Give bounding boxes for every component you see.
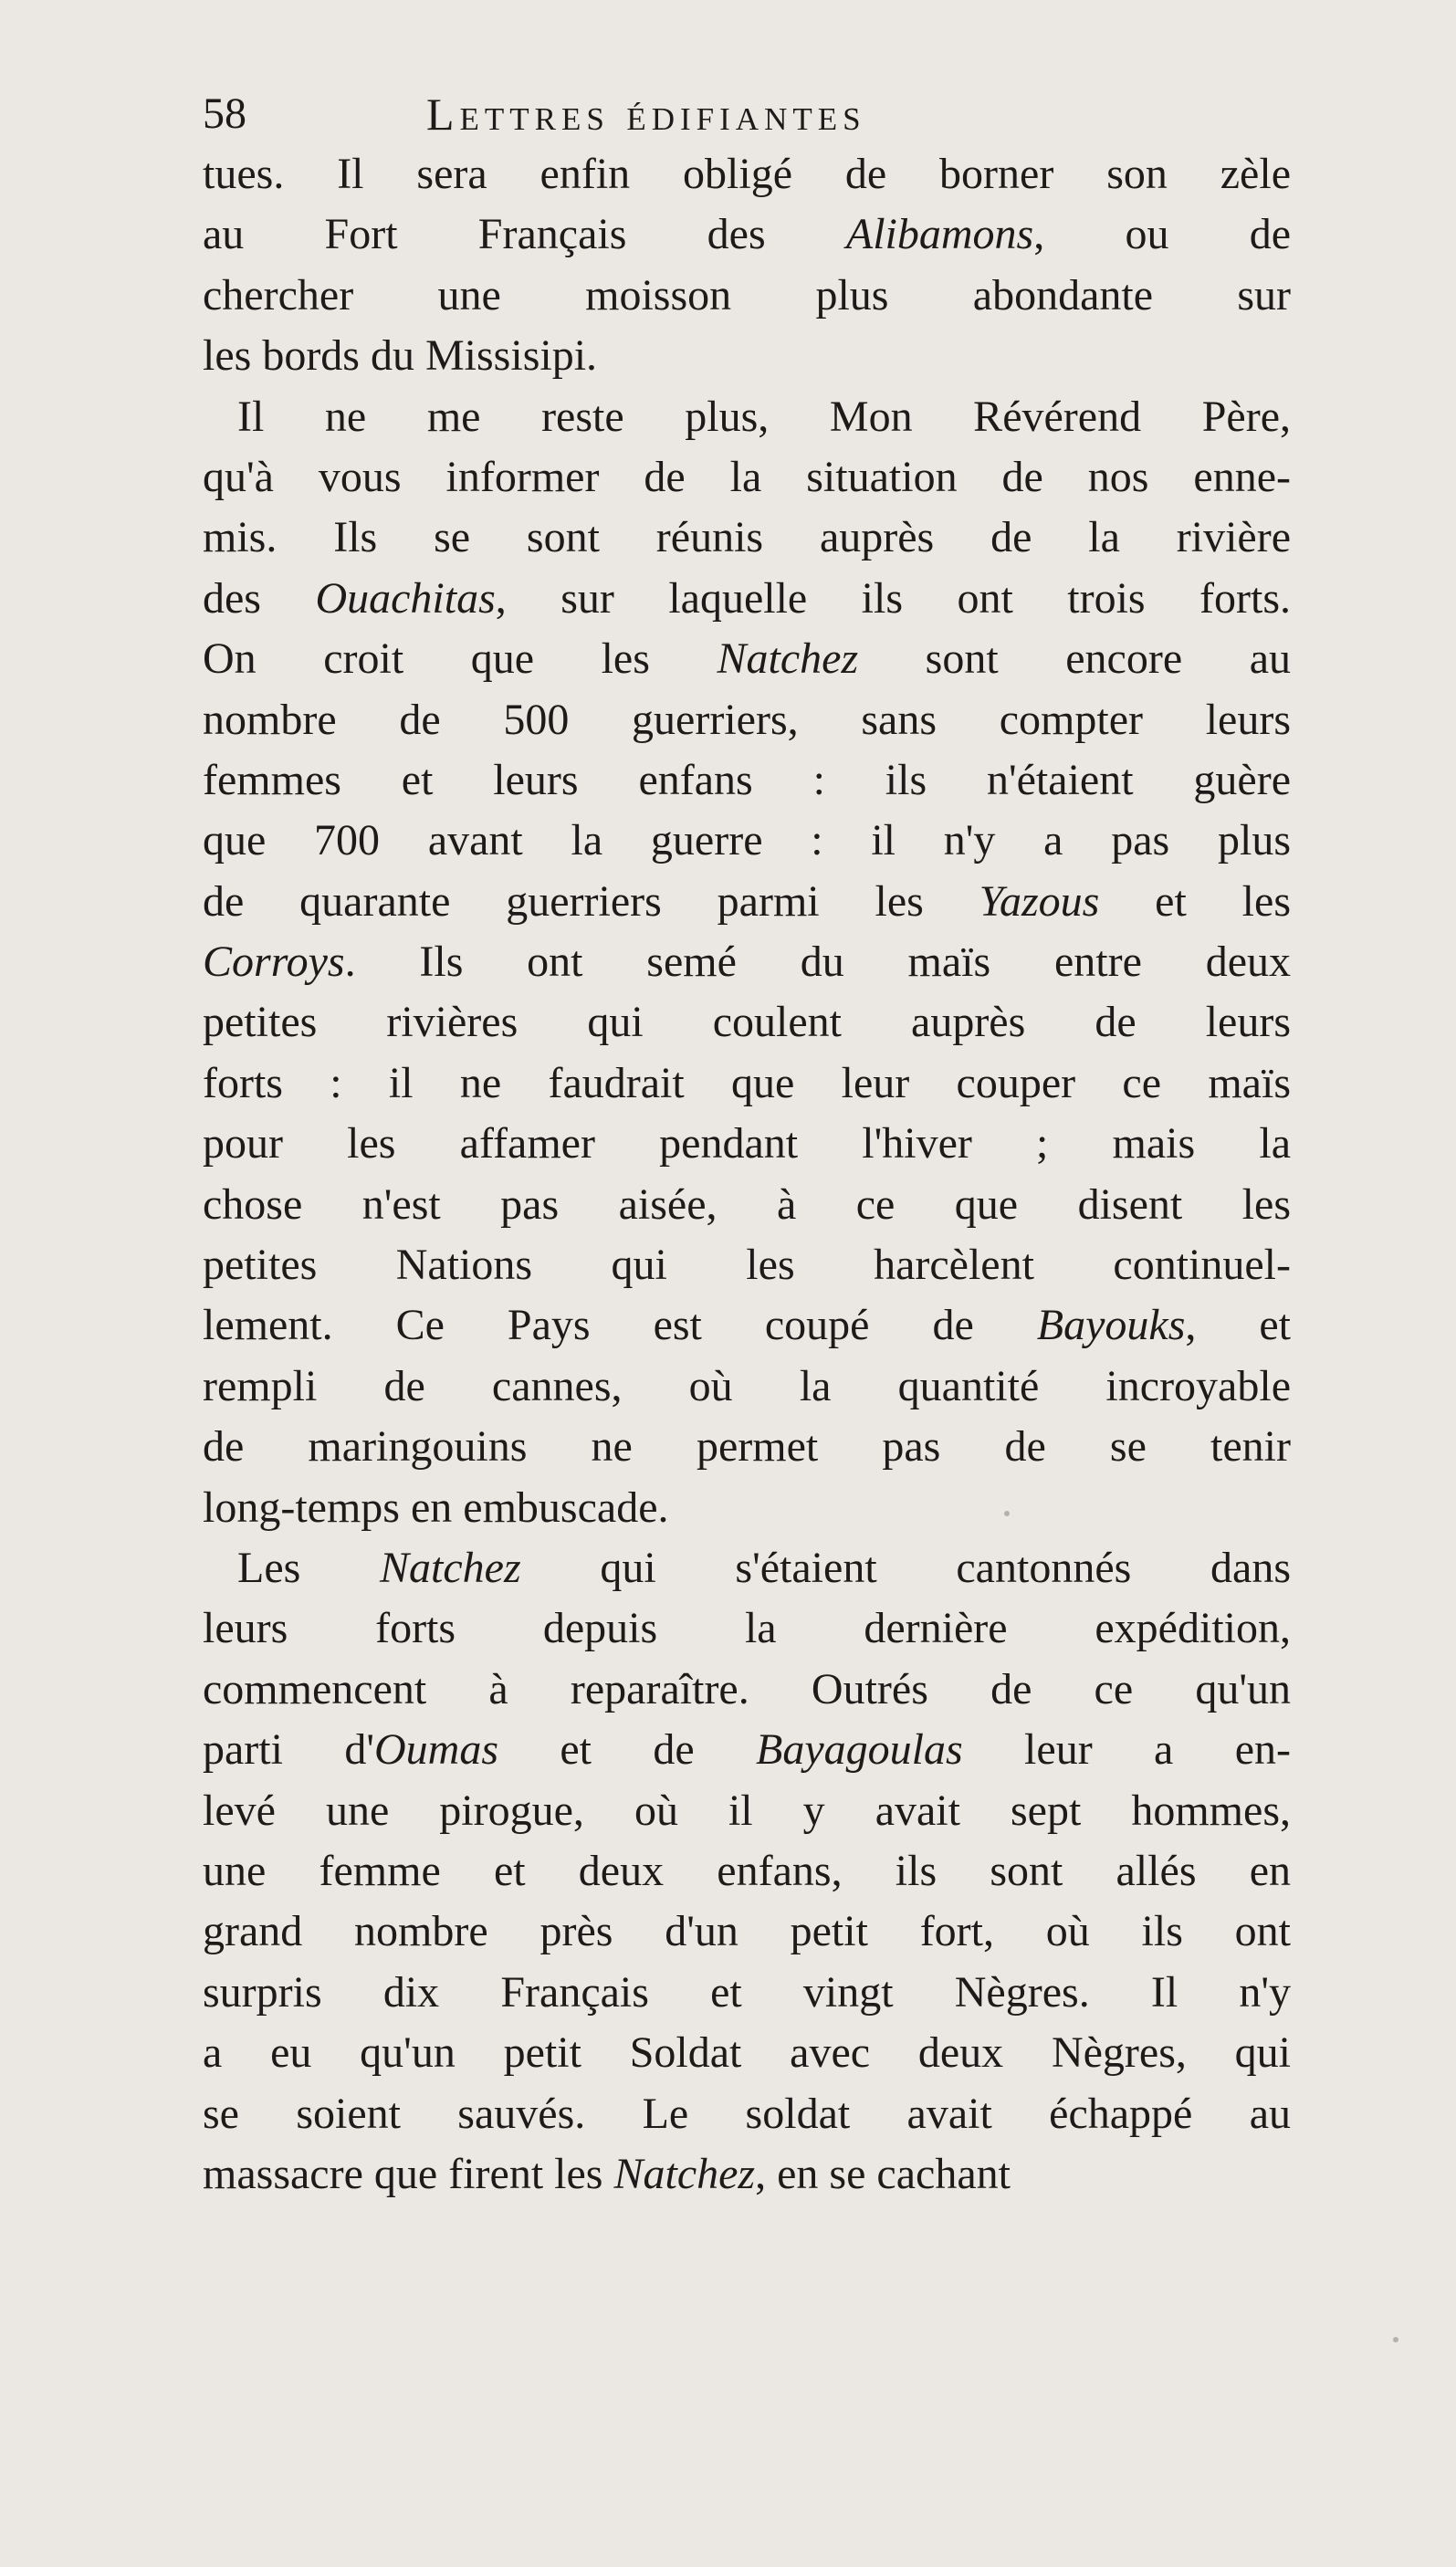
text-segment: , ou de — [1033, 210, 1291, 259]
text-segment: surpris dix Français et vingt Nègres. Il n'y — [203, 1967, 1291, 2017]
text-line — [203, 1235, 1291, 1295]
text-segment: long-temps en embuscade. — [203, 1483, 669, 1532]
text-line — [203, 1357, 1291, 1417]
text-segment: se soient sauvés. Le soldat avait échappé au — [203, 2089, 1291, 2138]
text-line — [203, 811, 1291, 871]
body-text — [203, 144, 1291, 2205]
text-segment: que 700 avant la guerre : il n'y a pas plus — [203, 816, 1291, 865]
text-line — [203, 447, 1291, 508]
text-line — [203, 266, 1291, 326]
italic-proper-noun: Oumas — [373, 1725, 498, 1775]
text-segment: Les — [237, 1543, 381, 1592]
text-line — [203, 569, 1291, 629]
text-segment: Il ne me reste plus, Mon Révérend Père, — [237, 392, 1291, 441]
text-segment: au Fort Français des — [203, 210, 846, 259]
text-line — [203, 750, 1291, 811]
text-line — [203, 1598, 1291, 1659]
text-segment: qu'à vous informer de la situation de nos enne- — [203, 452, 1291, 501]
text-segment: , en se cachant — [755, 2149, 1011, 2198]
italic-proper-noun: Yazous — [979, 876, 1100, 926]
text-segment: qui s'étaient cantonnés dans — [520, 1543, 1291, 1592]
text-segment: et de — [498, 1725, 757, 1775]
text-line — [203, 1902, 1291, 1962]
italic-proper-noun: Corroys — [203, 938, 345, 987]
text-line — [203, 1053, 1291, 1114]
text-line — [203, 1295, 1291, 1356]
text-line — [203, 932, 1291, 992]
text-line — [203, 629, 1291, 689]
italic-proper-noun: Natchez — [380, 1543, 521, 1592]
text-line — [203, 1963, 1291, 2023]
text-segment: pour les affamer pendant l'hiver ; mais la — [203, 1119, 1291, 1168]
running-title: Lettres édifiantes — [426, 89, 866, 140]
text-line — [203, 1538, 1291, 1598]
text-segment: petites rivières qui coulent auprès de leurs — [203, 998, 1291, 1047]
text-line — [203, 1417, 1291, 1477]
italic-proper-noun: Ouachitas — [315, 573, 496, 623]
text-segment: mis. Ils se sont réunis auprès de la rivière — [203, 513, 1291, 562]
italic-proper-noun: Natchez — [717, 634, 859, 684]
text-segment: nombre de 500 guerriers, sans compter leurs — [203, 695, 1291, 744]
text-segment: massacre que firent les — [203, 2149, 614, 2198]
text-line — [203, 204, 1291, 265]
text-line — [203, 1114, 1291, 1174]
text-segment: les bords du Missisipi. — [203, 331, 598, 381]
text-line — [203, 2084, 1291, 2144]
text-line — [203, 690, 1291, 750]
text-segment: leur a en- — [962, 1725, 1292, 1775]
text-segment: rempli de cannes, où la quantité incroyable — [203, 1361, 1291, 1410]
text-segment: et les — [1099, 876, 1291, 926]
text-line — [203, 992, 1291, 1053]
text-line — [203, 1478, 1291, 1538]
italic-proper-noun: Natchez — [613, 2149, 756, 2198]
italic-proper-noun: Alibamons — [845, 210, 1034, 259]
text-line — [203, 2023, 1291, 2083]
paper-speck — [1393, 2337, 1398, 2342]
text-segment: parti d' — [203, 1725, 374, 1775]
text-line — [203, 1175, 1291, 1235]
text-segment: de maringouins ne permet pas de se tenir — [203, 1422, 1291, 1472]
text-segment: de quarante guerriers parmi les — [203, 876, 979, 926]
text-segment: chercher une moisson plus abondante sur — [203, 270, 1291, 320]
text-line — [203, 387, 1291, 447]
text-segment: lement. Ce Pays est coupé de — [203, 1301, 1037, 1350]
text-segment: petites Nations qui les harcèlent continuel- — [203, 1241, 1291, 1290]
text-line — [203, 326, 1291, 386]
paper-speck — [1004, 1511, 1010, 1516]
text-segment: chose n'est pas aisée, à ce que disent les — [203, 1179, 1291, 1229]
text-segment: a eu qu'un petit Soldat avec deux Nègres, qui — [203, 2028, 1291, 2078]
text-segment: tues. Il sera enfin obligé de borner son zèle — [203, 150, 1291, 198]
page-header — [203, 82, 1289, 146]
text-segment: une femme et deux enfans, ils sont allés en — [203, 1846, 1291, 1895]
text-line — [203, 1781, 1291, 1841]
text-line — [203, 872, 1291, 932]
italic-proper-noun: Bayagoulas — [756, 1725, 963, 1775]
text-line — [203, 144, 1291, 204]
text-segment: sont encore au — [858, 634, 1292, 684]
text-line — [203, 508, 1291, 568]
text-segment: commencent à reparaître. Outrés de ce qu'un — [203, 1664, 1291, 1713]
text-segment: forts : il ne faudrait que leur couper ce maïs — [203, 1058, 1291, 1107]
page-number: 58 — [203, 89, 246, 138]
text-segment: On croit que les — [203, 634, 718, 684]
text-segment: femmes et leurs enfans : ils n'étaient guère — [203, 755, 1291, 804]
text-segment: , et — [1185, 1301, 1291, 1350]
text-segment: , sur laquelle ils ont trois forts. — [495, 573, 1292, 623]
italic-proper-noun: Bayouks — [1036, 1301, 1186, 1350]
text-segment: levé une pirogue, où il y avait sept hommes, — [203, 1786, 1291, 1835]
text-segment: grand nombre près d'un petit fort, où ils ont — [203, 1907, 1291, 1956]
text-segment: des — [203, 573, 316, 623]
text-line — [203, 1660, 1291, 1720]
text-line — [203, 1720, 1291, 1780]
text-segment: . Ils ont semé du maïs entre deux — [344, 938, 1291, 987]
text-segment: leurs forts depuis la dernière expédition, — [203, 1604, 1291, 1653]
text-line — [203, 2144, 1291, 2205]
text-line — [203, 1841, 1291, 1902]
